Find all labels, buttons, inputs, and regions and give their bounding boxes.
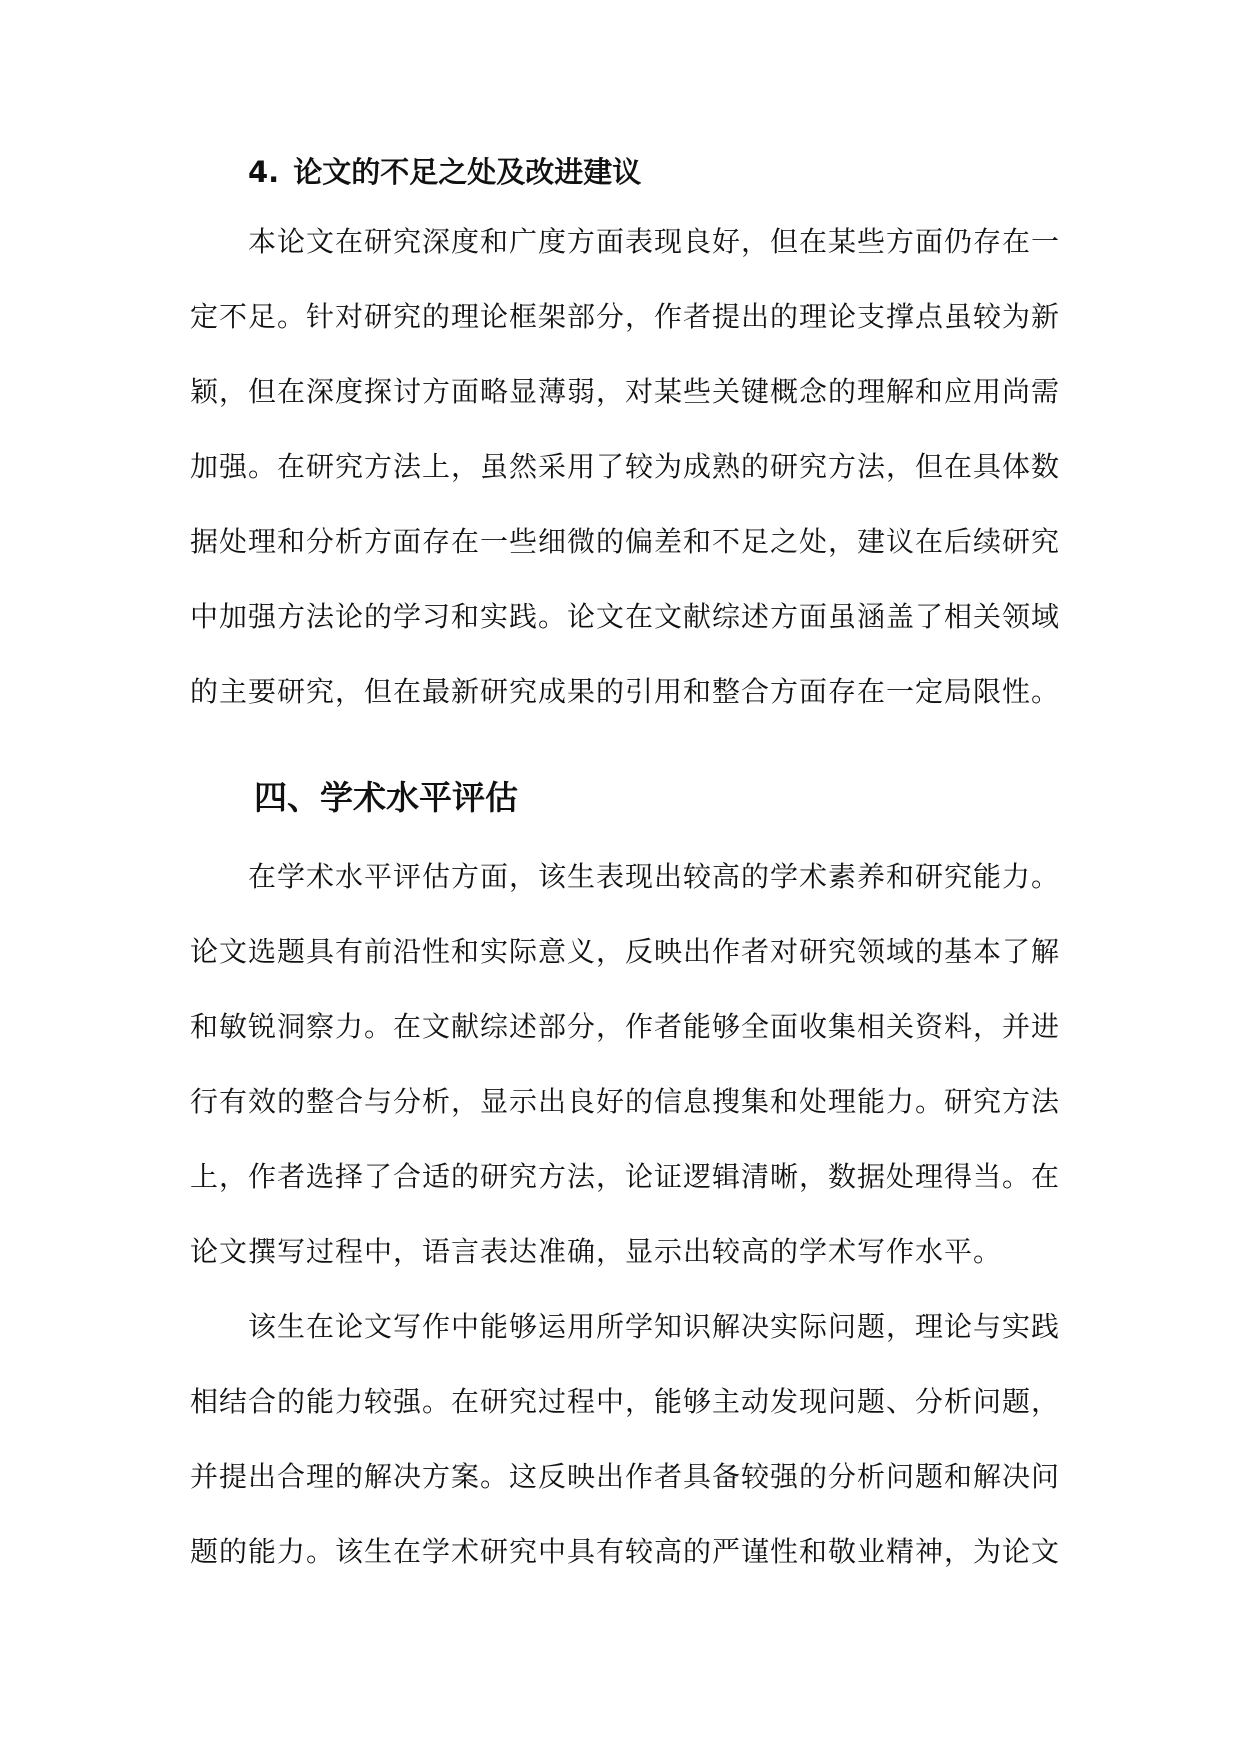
section-heading (190, 140, 1060, 204)
section-title: 论文的不足之处及改进建议 (293, 155, 642, 189)
section-number: 4. (248, 155, 280, 189)
section-paragraph: 本论文在研究深度和广度方面表现良好，但在某些方面仍存在一定不足。针对研究的理论框架部分，作者提出的理论支撑点虽较为新颖，但在深度探讨方面略显薄弱，对某些关键概念的理解和应用尚需加强。在研究方法上，虽然采用了较为成熟的研究方法，但在具体数据处理和分析方面存在一些细微的偏差和不足之处，建议在后续研究中加强方法论的学习和实践。论文在文献综述方面虽涵盖了相关领域的主要研究，但在最新研究成果的引用和整合方面存在一定局限性。 (190, 225, 1061, 708)
page-content (190, 140, 1060, 1589)
chapter-paragraph-2: 该生在论文写作中能够运用所学知识解决实际问题，理论与实践相结合的能力较强。在研究过程中，能够主动发现问题、分析问题，并提出合理的解决方案。这反映出作者具备较强的分析问题和解决问题的能力。该生在学术研究中具有较高的严谨性和敬业精神，为论文 (190, 1310, 1061, 1568)
chapter-heading: 四、学术水平评估 (254, 778, 518, 817)
chapter-paragraph-1: 在学术水平评估方面，该生表现出较高的学术素养和研究能力。论文选题具有前沿性和实际意义，反映出作者对研究领域的基本了解和敏锐洞察力。在文献综述部分，作者能够全面收集相关资料，并进行有效的整合与分析，显示出良好的信息搜集和处理能力。研究方法上，作者选择了合适的研究方法，论证逻辑清晰，数据处理得当。在论文撰写过程中，语言表达准确，显示出较高的学术写作水平。 (190, 860, 1061, 1268)
